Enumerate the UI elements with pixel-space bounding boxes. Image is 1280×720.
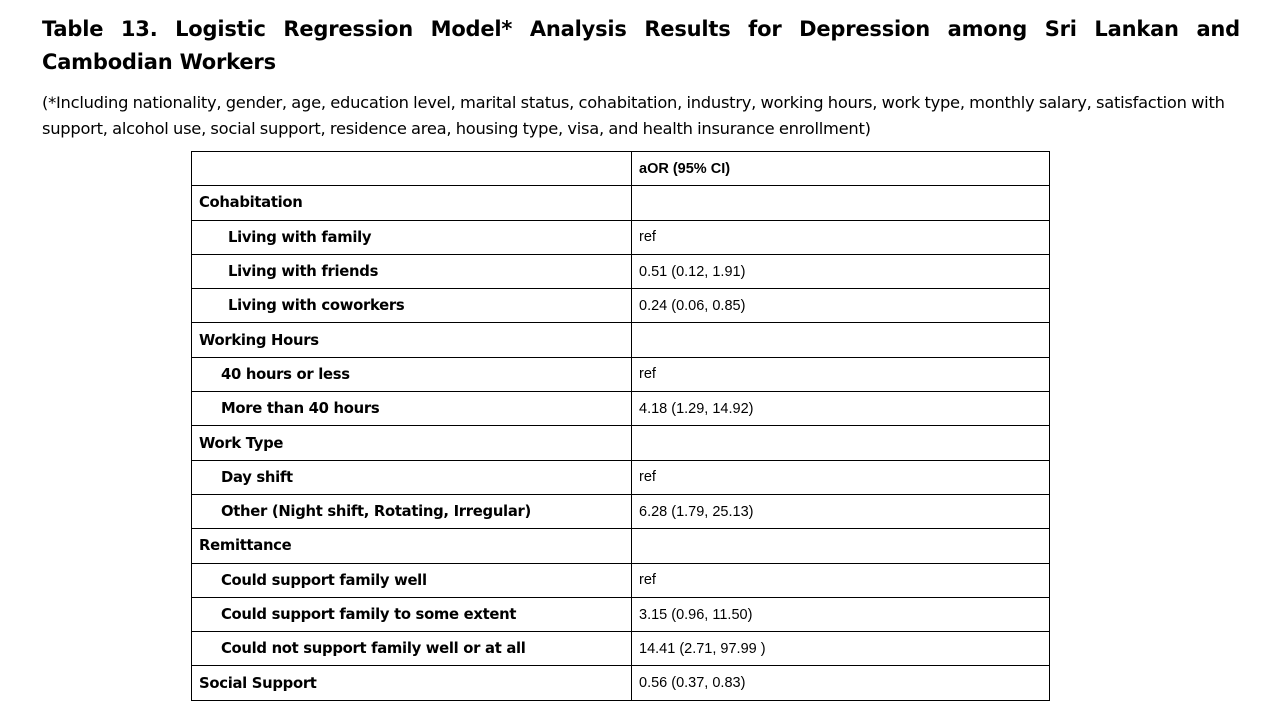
table-row — [192, 529, 1050, 563]
row-label: More than 40 hours — [192, 392, 632, 426]
row-label: Day shift — [192, 460, 632, 494]
value-cell: 0.51 (0.12, 1.91) — [632, 254, 1050, 288]
category-label-work-type: Work Type — [192, 426, 632, 460]
value-cell: 3.15 (0.96, 11.50) — [632, 597, 1050, 631]
table-title: Table 13. Logistic Regression Model* Analysis Results for Depression among Sri Lankan and Cambodian Workers — [42, 17, 1240, 74]
table-row — [192, 494, 1050, 528]
table-row — [192, 597, 1050, 631]
table-row — [192, 666, 1050, 700]
header-aor-cell: aOR (95% CI) — [632, 152, 1050, 186]
table-row — [192, 289, 1050, 323]
table-row — [192, 392, 1050, 426]
row-label: Could support family well — [192, 563, 632, 597]
table-row — [192, 357, 1050, 391]
category-label-cohabitation: Cohabitation — [192, 186, 632, 220]
category-label-working-hours: Working Hours — [192, 323, 632, 357]
row-label: Other (Night shift, Rotating, Irregular) — [192, 494, 632, 528]
table-row — [192, 460, 1050, 494]
row-label: Could not support family well or at all — [192, 632, 632, 666]
header-label-cell — [192, 152, 632, 186]
row-label: 40 hours or less — [192, 357, 632, 391]
value-cell: ref — [632, 563, 1050, 597]
table-row — [192, 220, 1050, 254]
value-cell: ref — [632, 460, 1050, 494]
table-row — [192, 323, 1050, 357]
results-table — [191, 151, 1050, 701]
value-cell — [632, 323, 1050, 357]
value-cell: ref — [632, 357, 1050, 391]
table-row — [192, 186, 1050, 220]
value-cell: 0.56 (0.37, 0.83) — [632, 666, 1050, 700]
row-label: Living with family — [192, 220, 632, 254]
table-row — [192, 632, 1050, 666]
table-footnote: (*Including nationality, gender, age, education level, marital status, cohabitation, industry, working hours, work type, monthly salary, satisfaction with support, alcohol use, social support, residence area, housing type, visa, and health insurance enrollment) — [42, 93, 1225, 138]
value-cell: 0.24 (0.06, 0.85) — [632, 289, 1050, 323]
header-row — [192, 152, 1050, 186]
value-cell: 6.28 (1.79, 25.13) — [632, 494, 1050, 528]
value-cell: 14.41 (2.71, 97.99 ) — [632, 632, 1050, 666]
value-cell — [632, 186, 1050, 220]
category-label-remittance: Remittance — [192, 529, 632, 563]
row-label: Living with coworkers — [192, 289, 632, 323]
table-row — [192, 563, 1050, 597]
row-label: Could support family to some extent — [192, 597, 632, 631]
value-cell: 4.18 (1.29, 14.92) — [632, 392, 1050, 426]
table-row — [192, 254, 1050, 288]
table-row — [192, 426, 1050, 460]
category-label-social-support: Social Support — [192, 666, 632, 700]
value-cell: ref — [632, 220, 1050, 254]
row-label: Living with friends — [192, 254, 632, 288]
value-cell — [632, 529, 1050, 563]
value-cell — [632, 426, 1050, 460]
